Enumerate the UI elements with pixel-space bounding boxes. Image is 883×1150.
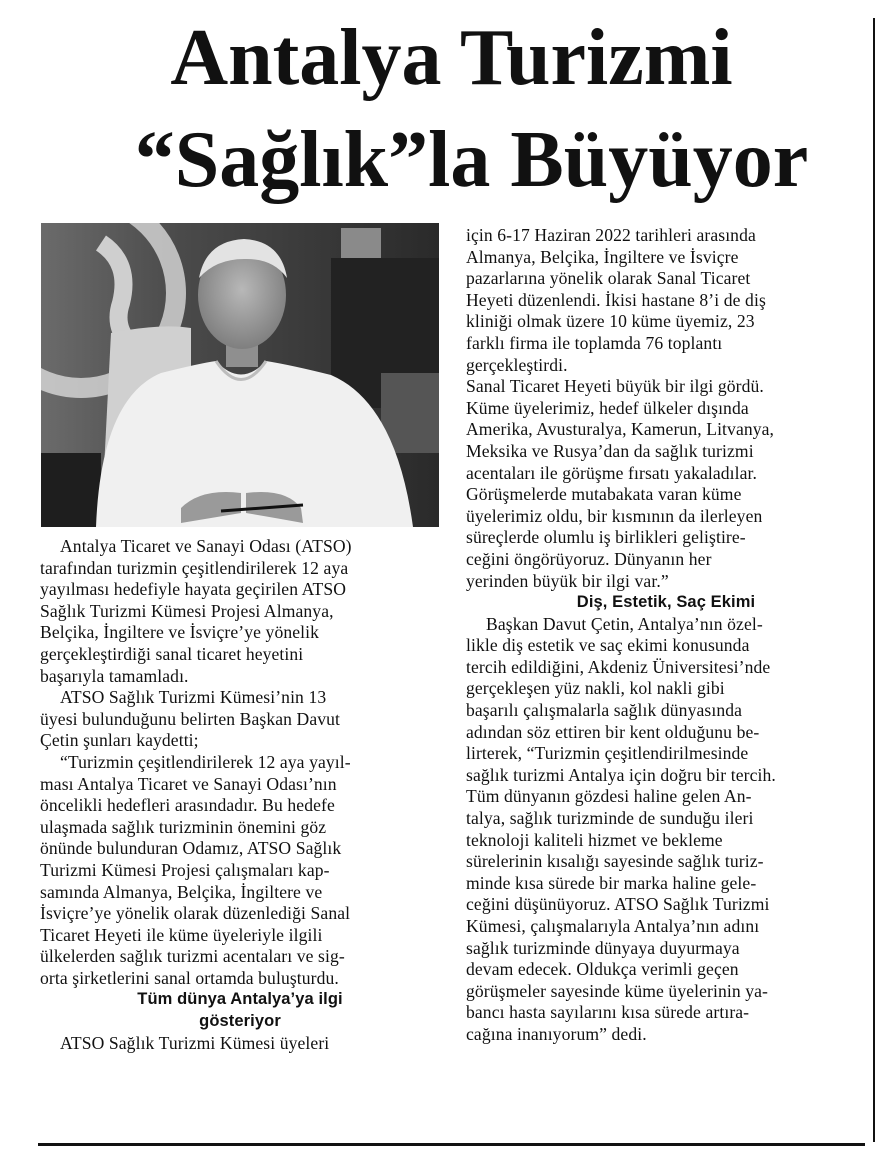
text-line: ulaşmada sağlık turizminin önemini göz (40, 816, 327, 837)
subheading (466, 592, 866, 614)
text-line: başarılı çalışmalarla sağlık dünyasında (466, 700, 743, 721)
paragraph (466, 614, 866, 1046)
text-line: Belçika, İngiltere ve İsviçre’ye yönelik (40, 622, 320, 643)
text-line: sağlık turizmi Antalya için doğru bir tercih. (466, 764, 776, 785)
text-line: ması Antalya Ticaret ve Sanayi Odası’nın (40, 773, 337, 794)
paragraph (40, 752, 440, 990)
text-line: adından söz ettiren bir kent olduğunu be- (466, 721, 760, 742)
paragraph (466, 376, 866, 592)
subheading (40, 989, 440, 1032)
text-line: tarafından turizmin çeşitlendirilerek 12 aya (40, 557, 349, 578)
paragraph (40, 1033, 440, 1055)
text-line: görüşmeler sayesinde küme üyelerinin ya- (466, 980, 769, 1001)
text-line: devam edecek. Oldukça verimli geçen (466, 959, 739, 980)
text-line: yerinden büyük bir ilgi var.” (466, 570, 669, 591)
text-line: gerçekleşen yüz nakli, kol nakli gibi (466, 678, 725, 699)
text-line: gerçekleştirdiği sanal ticaret heyetini (40, 643, 304, 664)
text-line: Sanal Ticaret Heyeti büyük bir ilgi gördü. (466, 376, 764, 397)
headline-line-2: “Sağlık”la Büyüyor (134, 116, 809, 204)
text-line: Almanya, Belçika, İngiltere ve İsviçre (466, 246, 739, 267)
article-column-right (466, 225, 866, 1046)
text-line: ülkelerden sağlık turizmi acentaları ve sig- (40, 946, 345, 967)
text-line: tercih edildiğini, Akdeniz Üniversitesi’nde (466, 656, 771, 677)
text-line: Tüm dünyanın gözdesi haline gelen An- (466, 786, 752, 807)
text-line: samında Almanya, Belçika, İngiltere ve (40, 881, 323, 902)
subheading-line: Diş, Estetik, Saç Ekimi (576, 593, 756, 612)
subheading-line: gösteriyor (199, 1012, 281, 1031)
text-line: Amerika, Avusturalya, Kamerun, Litvanya, (466, 419, 775, 440)
article-column-left (40, 536, 440, 1054)
text-line: üyesi bulunduğunu belirten Başkan Davut (40, 708, 341, 729)
text-line: Meksika ve Rusya’dan da sağlık turizmi (466, 440, 754, 461)
text-line: kliniği olmak üzere 10 küme üyemiz, 23 (466, 311, 755, 332)
portrait-photo (41, 223, 439, 527)
text-line: farklı firma ile toplamda 76 toplantı (466, 332, 723, 353)
text-line: Kümesi, çalışmalarıyla Antalya’nın adını (466, 916, 760, 936)
paragraph (40, 687, 440, 752)
text-line: talya, sağlık turizminde de sunduğu ileri (466, 808, 754, 829)
paragraph (466, 225, 866, 376)
text-line: Heyeti düzenlendi. İkisi hastane 8’i de diş (466, 289, 766, 310)
subheading-line: Tüm dünya Antalya’ya ilgi (137, 990, 343, 1009)
text-line: likle diş estetik ve saç ekimi konusunda (466, 635, 750, 656)
text-line: teknoloji kaliteli hizmet ve bekleme (466, 829, 723, 850)
text-line: Turizmi Kümesi Projesi çalışmaları kap- (40, 859, 330, 880)
text-line: süreçlerde olumlu iş birlikleri geliştire- (466, 527, 746, 548)
text-line: orta şirketlerini sanal ortamda buluşturdu. (40, 967, 339, 988)
text-line: bancı hasta sayılarını kısa sürede artıra- (466, 1002, 750, 1023)
bottom-rule (38, 1143, 865, 1146)
text-line: cağına inanıyorum” dedi. (466, 1023, 647, 1044)
text-line: “Turizmin çeşitlendirilerek 12 aya yayıl- (60, 751, 351, 772)
text-line: için 6-17 Haziran 2022 tarihleri arasında (466, 225, 756, 245)
text-line: Ticaret Heyeti ile küme üyeleriyle ilgili (40, 924, 323, 945)
text-line: Sağlık Turizmi Kümesi Projesi Almanya, (40, 600, 334, 621)
text-line: Antalya Ticaret ve Sanayi Odası (ATSO) (60, 536, 352, 556)
text-line: lirterek, “Turizmin çeşitlendirilmesinde (466, 743, 749, 764)
paragraph (40, 536, 440, 687)
text-line: ATSO Sağlık Turizmi Kümesi’nin 13 (60, 687, 327, 708)
text-line: başarıyla tamamladı. (40, 665, 189, 686)
portrait-illustration (41, 223, 439, 527)
text-line: ceğini öngörüyoruz. Dünyanın her (466, 548, 712, 569)
text-line: üyelerimiz oldu, bir kısmının da ilerleyen (466, 505, 763, 526)
text-line: gerçekleştirdi. (466, 354, 568, 375)
text-line: yayılması hedefiyle hayata geçirilen ATSO (40, 579, 347, 600)
text-line: ATSO Sağlık Turizmi Kümesi üyeleri (60, 1032, 330, 1053)
text-line: Başkan Davut Çetin, Antalya’nın özel- (486, 613, 763, 634)
text-line: acentaları ile görüşme fırsatı yakaladılar. (466, 462, 758, 483)
text-line: sağlık turizminde dünyaya duyurmaya (466, 937, 740, 958)
text-line: pazarlarına yönelik olarak Sanal Ticaret (466, 268, 751, 289)
text-line: İsviçre’ye yönelik olarak düzenlediği Sanal (40, 903, 351, 924)
text-line: ceğini düşünüyoruz. ATSO Sağlık Turizmi (466, 894, 770, 915)
text-line: önünde bulunduran Odamız, ATSO Sağlık (40, 838, 342, 859)
text-line: Küme üyelerimiz, hedef ülkeler dışında (466, 397, 749, 418)
headline-line-1: Antalya Turizmi (170, 14, 733, 102)
text-line: Görüşmelerde mutabakata varan küme (466, 484, 742, 505)
text-line: minde kısa sürede bir marka haline gele- (466, 872, 757, 893)
text-line: öncelikli hedefleri arasındadır. Bu hedefe (40, 795, 335, 816)
text-line: sürelerinin kısalığı sayesinde sağlık turiz- (466, 851, 764, 872)
text-line: Çetin şunları kaydetti; (40, 730, 199, 751)
